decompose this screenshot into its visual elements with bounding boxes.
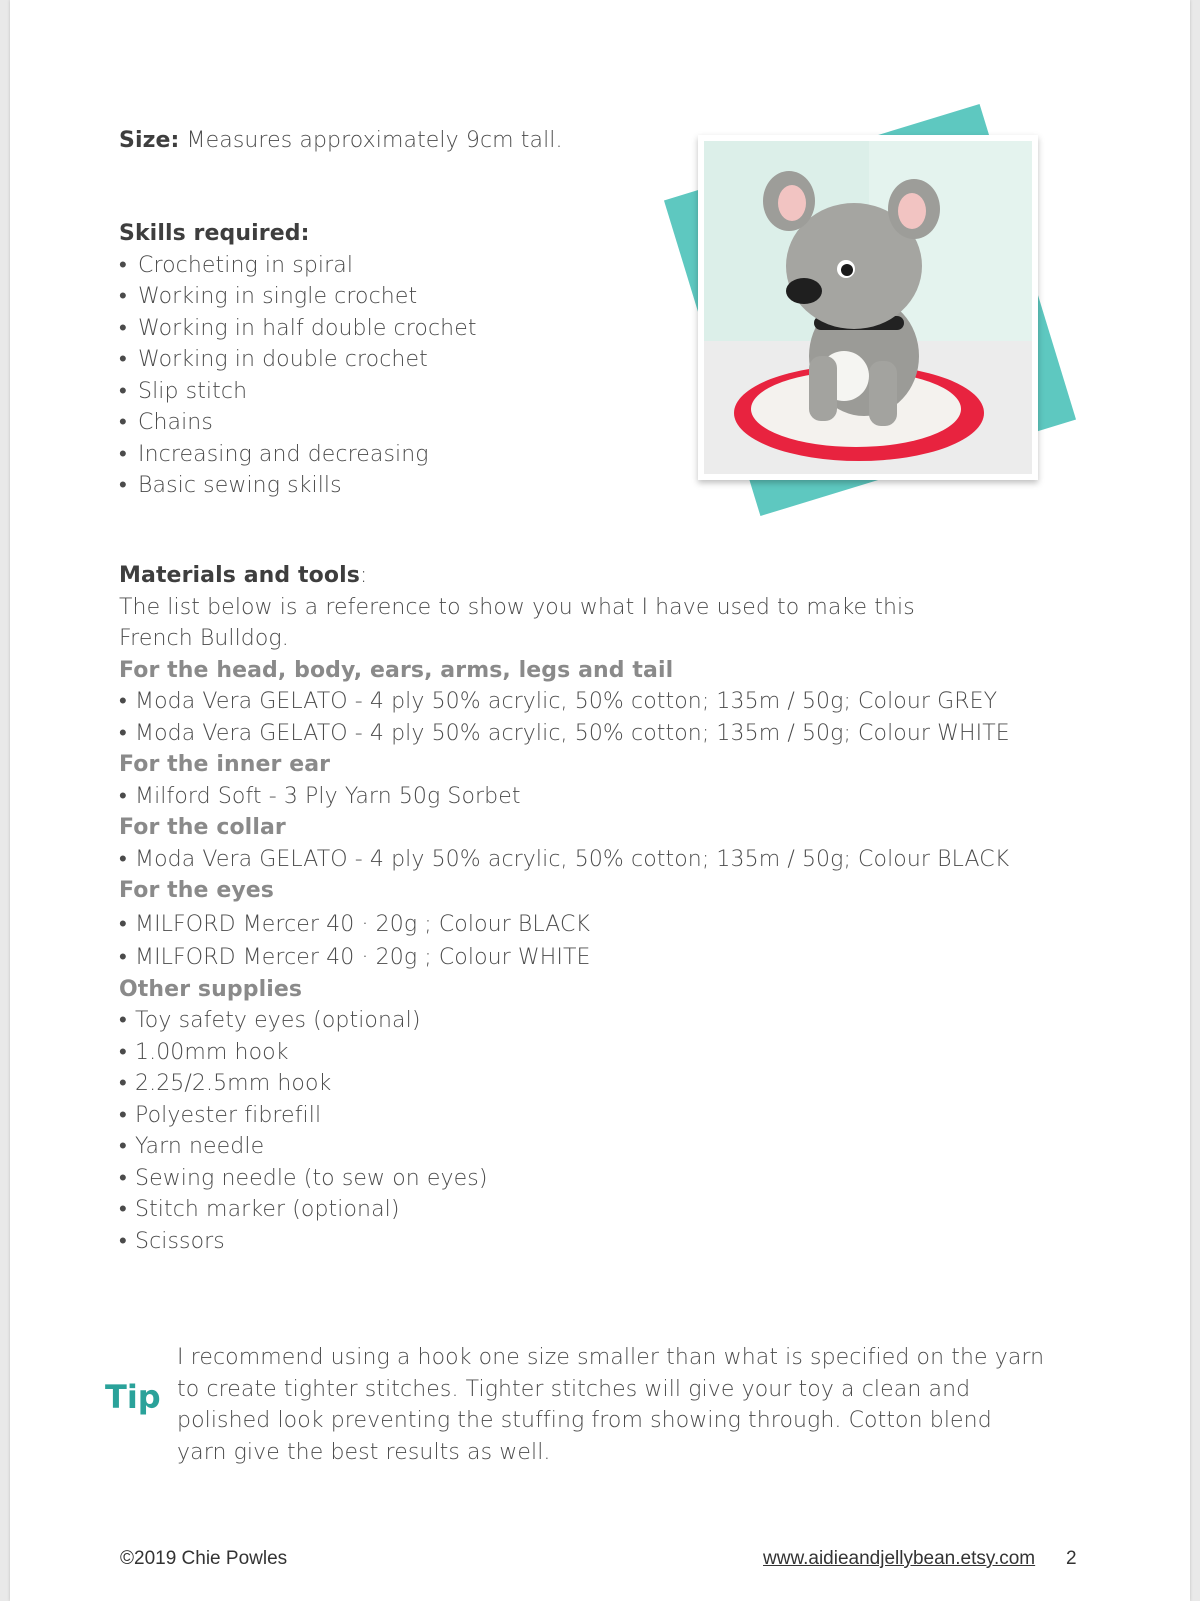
materials-heading: Materials and tools	[119, 563, 360, 588]
material-item: • MILFORD Mercer 40 · 20g ; Colour BLACK	[119, 911, 591, 937]
size-label: Size:	[119, 128, 180, 153]
material-item: • Moda Vera GELATO - 4 ply 50% acrylic, 50% cotton; 135m / 50g; Colour BLACK	[119, 846, 1010, 872]
photo-frame	[698, 135, 1038, 480]
group-title: Other supplies	[119, 976, 303, 1002]
material-item: • Moda Vera GELATO - 4 ply 50% acrylic, 50% cotton; 135m / 50g; Colour WHITE	[119, 720, 1010, 746]
footer-copyright: ©2019 Chie Powles	[120, 1548, 288, 1569]
page-number: 2	[1066, 1548, 1077, 1569]
footer-url-link[interactable]: www.aidieandjellybean.etsy.com	[763, 1548, 1036, 1569]
group-title: For the collar	[119, 815, 286, 840]
material-item: • Moda Vera GELATO - 4 ply 50% acrylic, 50% cotton; 135m / 50g; Colour GREY	[119, 689, 998, 714]
skill-item: • Working in single crochet	[119, 284, 418, 309]
skill-item: • Basic sewing skills	[119, 473, 342, 498]
group-title: For the inner ear	[119, 752, 331, 777]
group-title: For the head, body, ears, arms, legs and tail	[119, 657, 674, 683]
material-item: • MILFORD Mercer 40 · 20g ; Colour WHITE	[119, 945, 591, 970]
material-item: • Stitch marker (optional)	[119, 1197, 400, 1222]
skill-item: • Slip stitch	[119, 378, 248, 404]
product-photo	[660, 95, 1090, 535]
tip-text	[177, 1342, 1044, 1468]
material-item: • Toy safety eyes (optional)	[119, 1008, 421, 1033]
tip-label: Tip	[105, 1378, 161, 1416]
document-page	[10, 0, 1190, 1601]
materials-intro: The list below is a reference to show you what I have used to make this French Bulldog.	[119, 594, 915, 651]
skill-item: • Increasing and decreasing	[119, 441, 429, 467]
skills-list	[119, 250, 477, 502]
material-item: • Polyester fibrefill	[119, 1102, 322, 1128]
materials-colon: :	[359, 563, 368, 588]
tip-line: polished look preventing the stuffing from showing through. Cotton blend	[177, 1408, 992, 1433]
skill-item: • Crocheting in spiral	[119, 252, 354, 278]
skill-item: • Working in double crochet	[119, 347, 428, 372]
skill-item: • Working in half double crochet	[119, 315, 477, 341]
skills-section	[119, 218, 477, 502]
material-item: • 2.25/2.5mm hook	[119, 1071, 332, 1096]
materials-section	[119, 560, 1099, 1257]
material-item: • Yarn needle	[119, 1134, 265, 1159]
material-item: • Sewing needle (to sew on eyes)	[119, 1165, 488, 1191]
size-line	[119, 125, 563, 157]
skills-heading: Skills required:	[119, 221, 310, 246]
material-item: • Scissors	[119, 1228, 225, 1254]
skill-item: • Chains	[119, 410, 213, 435]
tip-line: I recommend using a hook one size smaller than what is specified on the yarn	[177, 1345, 1045, 1370]
tip-line: yarn give the best results as well.	[177, 1439, 551, 1465]
material-item: • Milford Soft - 3 Ply Yarn 50g Sorbet	[119, 783, 521, 809]
group-title: For the eyes	[119, 878, 274, 903]
size-text: Measures approximately 9cm tall.	[179, 128, 563, 153]
tip-line: to create tighter stitches. Tighter stitches will give your toy a clean and	[177, 1376, 971, 1402]
material-item: • 1.00mm hook	[119, 1039, 289, 1065]
bulldog-amigurumi-image	[704, 141, 1032, 474]
